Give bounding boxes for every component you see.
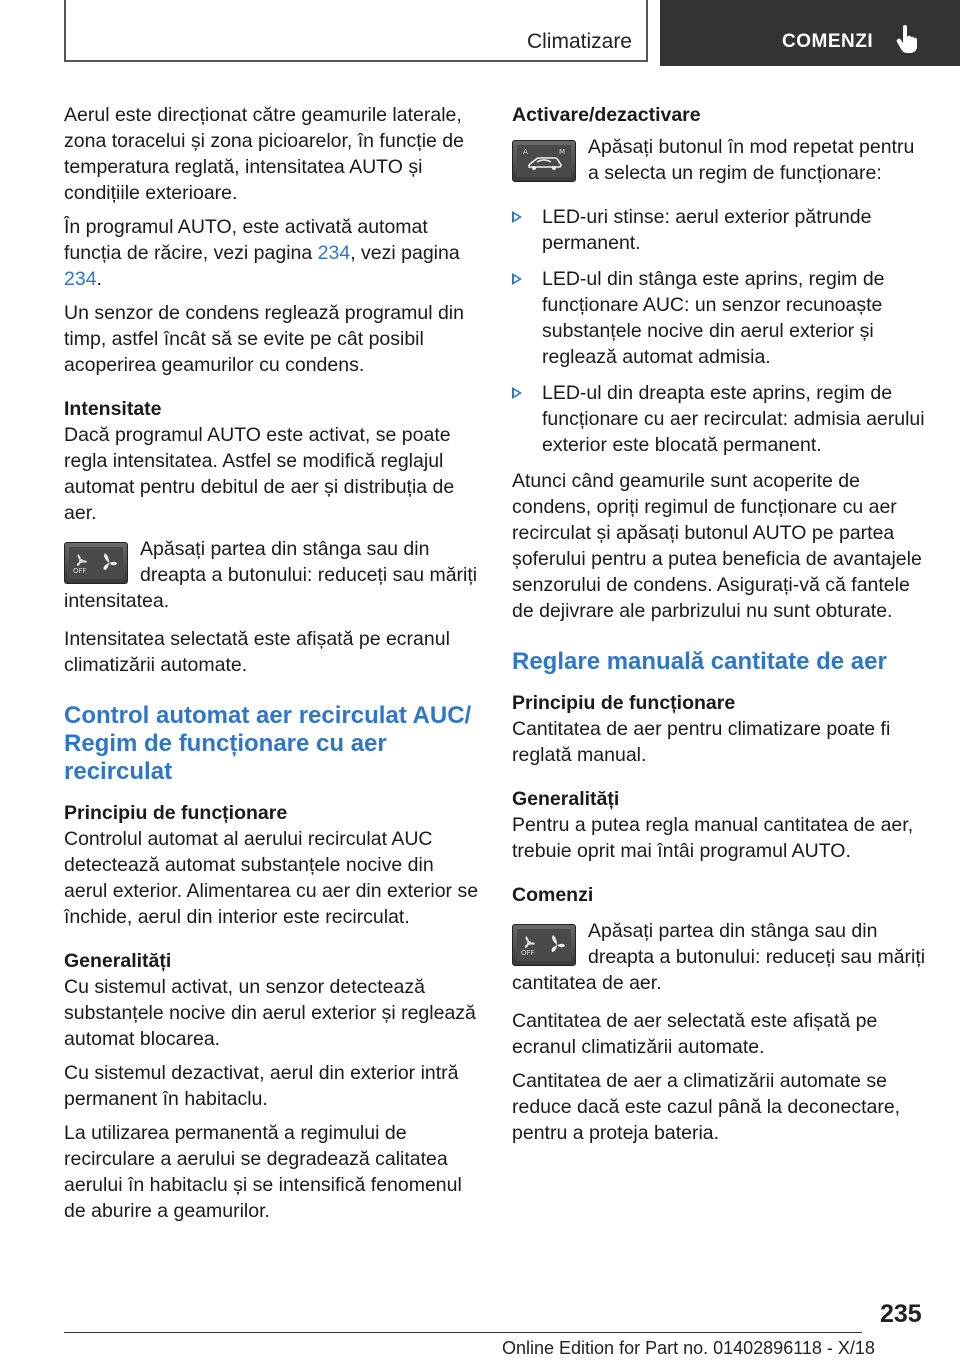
heading-intensity: Intensitate <box>64 398 162 420</box>
section-title-manual-air: Reglare manuală cantitate de aer <box>512 648 887 675</box>
page-number: 235 <box>880 1300 922 1328</box>
mode-list <box>512 204 928 458</box>
bullet-triangle-icon <box>512 211 522 223</box>
fan-button-image <box>512 924 576 966</box>
heading-general: Generalități <box>512 788 620 810</box>
paragraph: Cantitatea de aer pentru climatizare poate fi reglată manual. <box>512 718 891 766</box>
heading-principle: Principiu de funcționare <box>512 692 736 714</box>
heading-activation: Activare/dezactivare <box>512 104 701 126</box>
paragraph-with-links: În programul AUTO, este activată automat funcția de răcire, vezi pagina 234, vezi pagina 234. <box>64 216 460 290</box>
right-column <box>512 102 928 1154</box>
svg-text:M: M <box>559 148 566 156</box>
fan-button-image <box>64 542 128 584</box>
paragraph: Pentru a putea regla manual cantitatea de aer, trebuie oprit mai întâi programul AUTO. <box>512 814 914 862</box>
button-instruction-text: Apăsați partea din stânga sau din dreapta a butonului: reduceți sau măriți intensitatea. <box>64 538 478 612</box>
header-section-box <box>64 0 648 62</box>
bullet-triangle-icon <box>512 273 522 285</box>
svg-text:A: A <box>523 148 528 156</box>
heading-general: Generalități <box>64 950 172 972</box>
heading-principle: Principiu de funcționare <box>64 802 288 824</box>
list-item: LED-uri stinse: aerul exterior pătrunde permanent. <box>512 204 928 256</box>
heading-controls: Comenzi <box>512 884 594 906</box>
footer-edition: Online Edition for Part no. 01402896118 - X/18 <box>502 1338 875 1358</box>
recirculation-button-image <box>512 140 576 182</box>
paragraph: Un senzor de condens reglează programul din timp, astfel încât să se evite pe cât posibil acoperirea geamurilor cu condens. <box>64 302 464 376</box>
header-chapter-tab <box>660 0 960 66</box>
button-instruction-text: Apăsați butonul în mod repetat pentru a selecta un regim de funcționare: <box>588 136 915 184</box>
section-title-auc: Control automat aer recirculat AUC/ Regim de funcționare cu aer recirculat <box>64 702 472 785</box>
paragraph: Dacă programul AUTO este activat, se poate regla intensitatea. Astfel se modifică reglajul automat pentru debitul de aer și distribuția de aer. <box>64 424 455 524</box>
button-instruction-text: Apăsați partea din stânga sau din dreapta a butonului: reduceți sau măriți cantitatea de aer. <box>512 920 926 994</box>
paragraph: Cu sistemul activat, un senzor detectează substanțele nocive din aerul exterior și reglează automat blocarea. <box>64 976 476 1050</box>
paragraph: Aerul este direcționat către geamurile laterale, zona toracelui și zona picioarelor, în funcție de temperatura reglată, intensitatea AUTO și condițiile exterioare. <box>64 104 464 204</box>
paragraph: La utilizarea permanentă a regimului de recirculare a aerului se degradează calitatea aerului în habitaclu și se intensifică fenomenul de aburire a geamurilor. <box>64 1122 462 1222</box>
pointing-hand-icon <box>896 24 922 54</box>
button-instruction <box>512 134 928 192</box>
left-column <box>64 102 480 1232</box>
paragraph: Cantitatea de aer selectată este afișată pe ecranul climatizării automate. <box>512 1010 878 1058</box>
button-instruction <box>64 536 480 614</box>
paragraph: Cu sistemul dezactivat, aerul din exterior intră permanent în habitaclu. <box>64 1062 459 1110</box>
page-header <box>64 0 960 66</box>
list-item: LED-ul din stânga este aprins, regim de funcționare AUC: un senzor recunoaște substanțele nocive din aerul exterior și reglează automat admisia. <box>512 266 928 370</box>
svg-text:OFF: OFF <box>521 949 535 957</box>
page-link[interactable]: 234 <box>64 268 97 290</box>
paragraph: Cantitatea de aer a climatizării automate se reduce dacă este cazul până la deconectare, pentru a proteja bateria. <box>512 1070 901 1144</box>
fan-off-icon <box>517 929 571 961</box>
paragraph: Controlul automat al aerului recirculat AUC detectează automat substanțele nocive din aerul exterior. Alimentarea cu aer din exterior se închide, aerul din interior este recirculat. <box>64 828 479 928</box>
paragraph: Intensitatea selectată este afișată pe ecranul climatizării automate. <box>64 628 450 676</box>
bullet-triangle-icon <box>512 387 522 399</box>
list-item: LED-ul din dreapta este aprins, regim de funcționare cu aer recirculat: admisia aerului exterior este blocată permanent. <box>512 380 928 458</box>
button-instruction <box>512 918 928 996</box>
footer-divider <box>64 1332 862 1333</box>
paragraph: Atunci când geamurile sunt acoperite de condens, opriți regimul de funcționare cu aer recirculat și apăsați butonul AUTO pe partea șoferului pentru a putea beneficia de avantajele senzorului de condens. Asigurați-vă că fantele de dejivrare ale parbrizului nu sunt obturate. <box>512 470 922 622</box>
page-link[interactable]: 234 <box>317 242 351 264</box>
recirculation-car-icon <box>517 145 571 177</box>
header-section-title: Climatizare <box>526 30 632 53</box>
header-chapter-title: COMENZI <box>782 31 874 52</box>
fan-off-icon <box>69 547 123 579</box>
svg-text:OFF: OFF <box>73 567 87 575</box>
